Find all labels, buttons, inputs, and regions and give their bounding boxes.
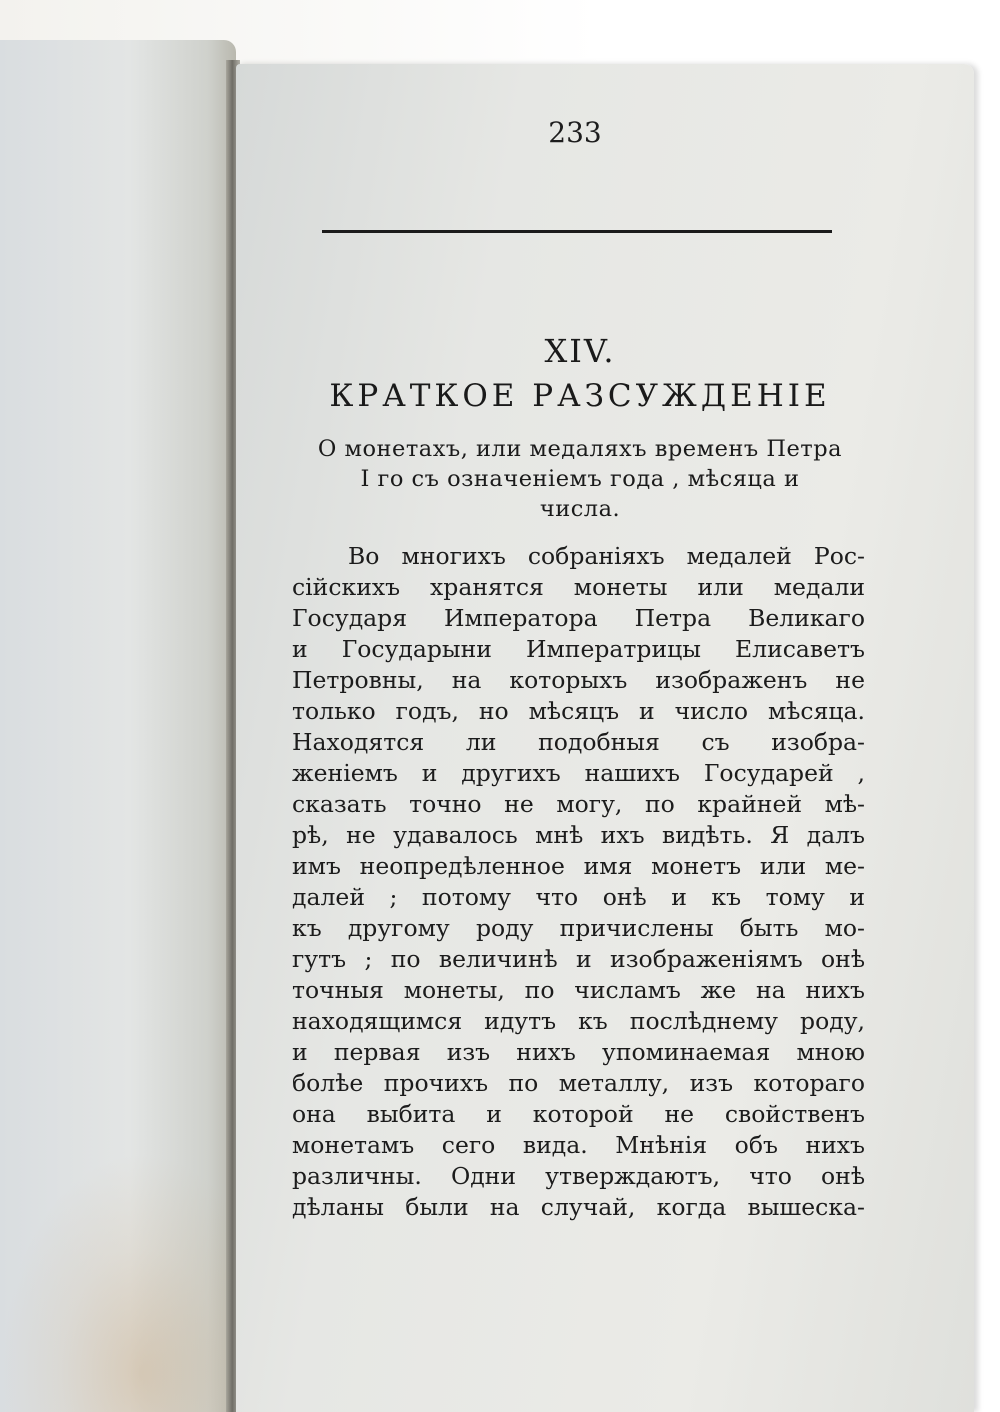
body-line: и первая изъ нихъ упоминаемая мною — [292, 1038, 865, 1066]
body-line: она выбита и которой не свойственъ — [292, 1100, 865, 1128]
body-line: различны. Одни утверждаютъ, что онѣ — [292, 1162, 865, 1190]
body-line: Государя Императора Петра Великаго — [292, 604, 865, 632]
subtitle-line: I го съ означеніемъ года , мѣсяца и — [360, 466, 800, 492]
body-line: Во многихъ собраніяхъ медалей Рос- — [348, 542, 865, 570]
body-line: дѣланы были на случай, когда вышеска- — [292, 1193, 865, 1221]
page-number: 233 — [548, 116, 602, 149]
body-line: имъ неопредѣленное имя монетъ или ме- — [292, 852, 865, 880]
body-line: сказать точно не могу, по крайней мѣ- — [292, 790, 865, 818]
body-line: и Государыни Императрицы Елисаветъ — [292, 635, 865, 663]
left-page — [0, 40, 236, 1412]
body-line: далей ; потому что онѣ и къ тому и — [292, 883, 865, 911]
body-line: Петровны, на которыхъ изображенъ не — [292, 666, 865, 694]
body-line: болѣе прочихъ по металлу, изъ котораго — [292, 1069, 865, 1097]
section-numeral: XIV. — [544, 332, 616, 370]
body-line: находящимся идутъ къ послѣднему роду, — [292, 1007, 865, 1035]
body-line: къ другому роду причислены быть мо- — [292, 914, 865, 942]
section-title: КРАТКОЕ РАЗСУЖДЕНІЕ — [329, 378, 831, 414]
paper-stain — [0, 1152, 236, 1412]
body-line: сійскихъ хранятся монеты или медали — [292, 573, 865, 601]
body-line: только годъ, но мѣсяцъ и число мѣсяца. — [292, 697, 865, 725]
body-line: монетамъ сего вида. Мнѣнія объ нихъ — [292, 1131, 865, 1159]
subtitle-line: О монетахъ, или медаляхъ временъ Петра — [317, 436, 843, 462]
body-line: точныя монеты, по числамъ же на нихъ — [292, 976, 865, 1004]
subtitle-line: числа. — [539, 496, 621, 522]
body-line: гутъ ; по величинѣ и изображеніямъ онѣ — [292, 945, 865, 973]
body-line: женіемъ и другихъ нашихъ Государей , — [292, 759, 865, 787]
body-line: Находятся ли подобныя съ изобра- — [292, 728, 865, 756]
body-line: рѣ, не удавалось мнѣ ихъ видѣть. Я далъ — [292, 821, 865, 849]
header-rule — [322, 230, 832, 233]
